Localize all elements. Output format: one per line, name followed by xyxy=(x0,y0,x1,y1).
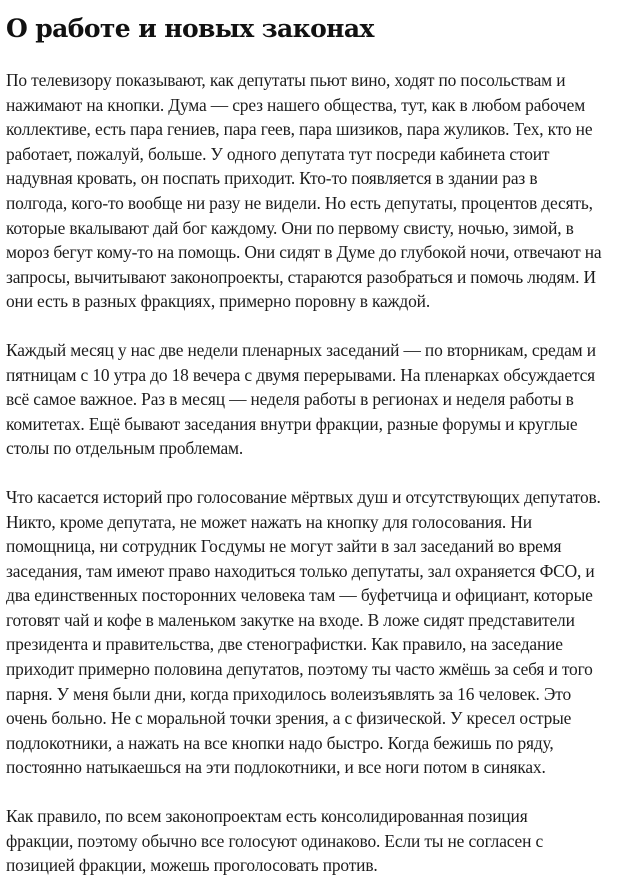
text-line: всё самое важное. Раз в месяц — неделя работы в регионах и неделя работы в xyxy=(6,389,574,410)
paragraph-2 xyxy=(6,338,624,461)
text-line: фракции, поэтому обычно все голосуют одинаково. Если ты не согласен с xyxy=(6,830,544,851)
text-line: Никто, кроме депутата, не может нажать на кнопку для голосования. Ни xyxy=(6,511,532,532)
text-line: мороз бегут кому-то на помощь. Они сидят в Думе до глубокой ночи, отвечают на xyxy=(6,242,602,263)
text-line: президента и правительства, две стенографистки. Как правило, на заседание xyxy=(6,634,563,655)
text-line: они есть в разных фракциях, примерно поровну в каждой. xyxy=(6,291,431,312)
text-line: пятницам с 10 утра до 18 вечера с двумя перерывами. На пленарках обсуждается xyxy=(6,364,596,385)
text-line: запросы, вычитывают законопроекты, стараются разобраться и помочь людям. И xyxy=(6,266,596,287)
paragraph-4 xyxy=(6,804,624,878)
text-line: очень больно. Не с моральной точки зрения, а с физической. У кресел острые xyxy=(6,708,572,729)
text-line: столы по отдельным проблемам. xyxy=(6,438,244,459)
text-line: нажимают на кнопки. Дума — срез нашего общества, тут, как в любом рабочем xyxy=(6,94,586,115)
text-line: По телевизору показывают, как депутаты пьют вино, ходят по посольствам и xyxy=(6,70,566,90)
paragraph-3 xyxy=(6,485,624,780)
text-line: Что касается историй про голосование мёртвых душ и отсутствующих депутатов. xyxy=(6,486,601,507)
text-line: приходит примерно половина депутатов, поэтому ты часто жмёшь за себя и того xyxy=(6,659,593,680)
paragraph-1 xyxy=(6,68,624,314)
text-line: заседания, там имеют право находиться только депутаты, зал охраняется ФСО, и xyxy=(6,560,595,581)
article-title: О работе и новых законах xyxy=(6,14,374,43)
text-line: готовят чай и кофе в маленьком закутке на входе. В ложе сидят представители xyxy=(6,609,575,630)
text-line: работает, пожалуй, больше. У одного депутата тут посреди кабинета стоит xyxy=(6,143,550,164)
text-line: комитетах. Ещё бывают заседания внутри фракции, разные форумы и круглые xyxy=(6,413,578,434)
text-line: надувная кровать, он поспать приходит. Кто-то появляется в здании раз в xyxy=(6,168,538,189)
text-line: подлокотники, а нажать на все кнопки надо быстро. Когда бежишь по ряду, xyxy=(6,732,554,753)
text-line: Как правило, по всем законопроектам есть консолидированная позиция xyxy=(6,806,528,827)
text-line: два единственных посторонних человека там — буфетчица и официант, которые xyxy=(6,585,593,606)
text-line: Каждый месяц у нас две недели пленарных заседаний — по вторникам, средам и xyxy=(6,339,596,360)
text-line: парня. У меня были дни, когда приходилось волеизъявлять за 16 человек. Это xyxy=(6,683,572,704)
text-line: помощница, ни сотрудник Госдумы не могут зайти в зал заседаний во время xyxy=(6,536,562,557)
text-line: полгода, кого-то вообще ни разу не видели. Но есть депутаты, процентов десять, xyxy=(6,192,593,213)
text-line: которые вкалывают дай бог каждому. Они по первому свисту, ночью, зимой, в xyxy=(6,217,574,238)
text-line: постоянно натыкаешься на эти подлокотники, и все ноги потом в синяках. xyxy=(6,757,546,778)
text-line: коллективе, есть пара гениев, пара геев, пара шизиков, пара жуликов. Тех, кто не xyxy=(6,119,593,140)
text-line: позицией фракции, можешь проголосовать против. xyxy=(6,855,378,876)
